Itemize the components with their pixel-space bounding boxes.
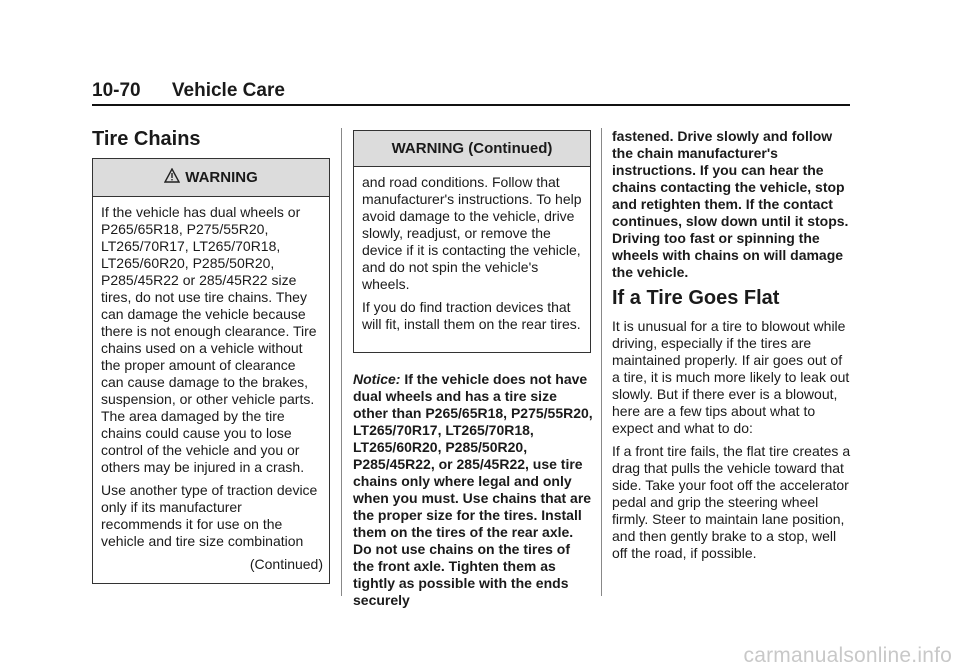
page-header <box>92 80 285 102</box>
watermark-text: carmanualsonline.info <box>743 644 952 667</box>
flat-tire-body <box>612 318 852 562</box>
section-name: Vehicle Care <box>171 80 285 101</box>
warning-box-2 <box>353 130 591 353</box>
notice-block <box>353 371 593 609</box>
warning-box-1 <box>92 158 330 584</box>
column-divider-1 <box>341 128 342 596</box>
continued-label: (Continued) <box>249 556 323 572</box>
warning-triangle-icon <box>164 168 180 187</box>
header-rule <box>92 104 850 106</box>
section-title-tire-chains: Tire Chains <box>92 128 201 150</box>
notice-text: If the vehicle does not have dual wheels and has a tire size other than P265/65R18, P275/55R20, LT265/70R17, LT265/70R18, LT265/60R20, P285/50R20, P285/45R22, or 285/45R22, use tire chains only where legal and only when you must. Use chains that are the proper size for the tires. Install them on the tires of the rear axle. Do not use chains on the tires of the front axle. Tighten them as tightly as possible with the ends securely <box>353 371 593 608</box>
warning-header <box>354 131 590 167</box>
warning-label: WARNING (Continued) <box>391 140 553 157</box>
warning-header <box>93 159 329 197</box>
warning-paragraph: and road conditions. Follow that manufacturer's instructions. To help avoid damage to the vehicle, drive slowly, readjust, or remove the device if it is contacting the vehicle, and do not spin the vehicle's wheels. <box>362 174 582 292</box>
warning-paragraph: If you do find traction devices that will fit, install them on the rear tires. <box>362 299 581 332</box>
section-title-flat-tire: If a Tire Goes Flat <box>612 287 780 309</box>
notice-continuation: fastened. Drive slowly and follow the chain manufacturer's instructions. If you can hear the chains contacting the vehicle, stop and retighten them. If the contact continues, slow down until it stops. Driving too fast or spinning the wheels with chains on will damage the vehicle. <box>612 128 849 280</box>
warning-paragraph: If the vehicle has dual wheels or P265/65R18, P275/55R20, LT265/70R17, LT265/70R18, LT265/60R20, P285/50R20, P285/45R22 or 285/45R22 size tires, do not use tire chains. They can damage the vehicle because there is not enough clearance. Tire chains used on a vehicle without the proper amount of clearance can cause damage to the brakes, suspension, or other vehicle parts. The area damaged by the tire chains could cause you to lose control of the vehicle and you or others may be injured in a crash. <box>101 204 317 475</box>
body-paragraph: If a front tire fails, the flat tire creates a drag that pulls the vehicle toward that side. Take your foot off the accelerator pedal and grip the steering wheel firmly. Steer to maintain lane position, and then gently brake to a stop, well off the road, if possible. <box>612 443 851 561</box>
column-divider-2 <box>601 128 602 596</box>
warning-body <box>354 167 590 333</box>
page-number: 10-70 <box>92 80 141 101</box>
warning-label: WARNING <box>185 169 258 186</box>
notice-label: Notice: <box>353 371 401 387</box>
body-paragraph: It is unusual for a tire to blowout while driving, especially if the tires are maintained properly. If air goes out of a tire, it is much more likely to leak out slowly. But if there ever is a blowout, here are a few tips about what to expect and what to do: <box>612 318 850 436</box>
warning-body <box>93 197 329 550</box>
warning-paragraph: Use another type of traction device only if its manufacturer recommends it for use on the vehicle and tire size combination <box>101 482 318 549</box>
